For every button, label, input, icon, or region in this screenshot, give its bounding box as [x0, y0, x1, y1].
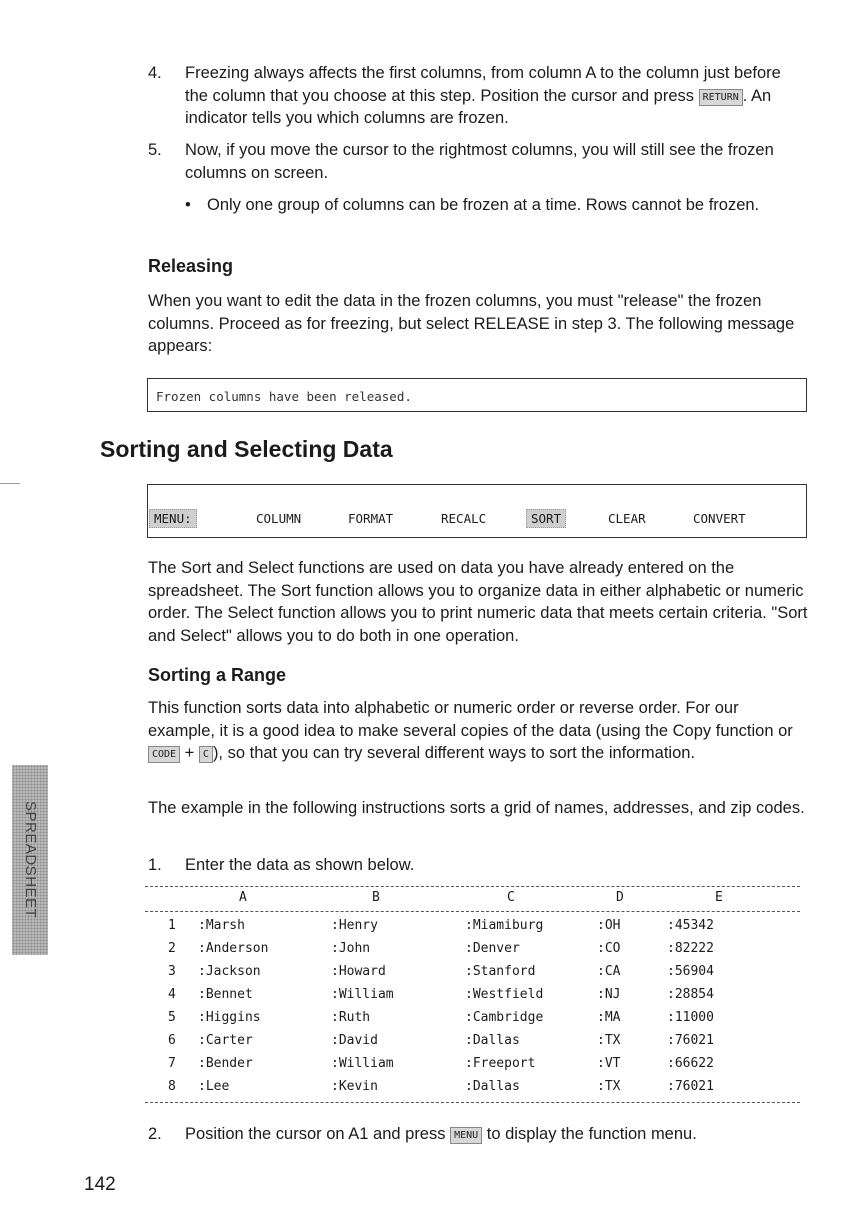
step-2: 2. Position the cursor on A1 and press MENU to display the function menu.: [148, 1123, 808, 1146]
sorting-range-text: This function sorts data into alphabetic or numeric order or reverse order. For our example, it is a good idea to make several copies of the data (using the Copy function or CODE + C ), so that you can try several different ways to sort the information.: [148, 699, 793, 762]
grid-rule: [145, 1102, 800, 1103]
column-header: D: [616, 890, 624, 905]
step-number: 2.: [148, 1125, 162, 1143]
menu-item-sort[interactable]: SORT: [526, 509, 566, 528]
releasing-text: When you want to edit the data in the frozen columns, you must "release" the frozen columns. Proceed as for freezing, but select RELEASE in step 3. The following message appears:: [148, 292, 795, 355]
step-number: 1.: [148, 856, 162, 874]
table-row: 6 :Carter :David :Dallas :TX :76021: [168, 1033, 714, 1048]
c-key-icon: C: [199, 746, 213, 763]
column-header: E: [715, 890, 723, 905]
message-box: [147, 378, 807, 412]
bullet-note: [185, 194, 805, 217]
grid-body: [145, 918, 805, 1102]
menu-item-format[interactable]: FORMAT: [348, 511, 394, 526]
table-row: 7 :Bender :William :Freeport :VT :66622: [168, 1056, 714, 1071]
table-row: 8 :Lee :Kevin :Dallas :TX :76021: [168, 1079, 714, 1094]
table-row: 5 :Higgins :Ruth :Cambridge :MA :11000: [168, 1010, 714, 1025]
step-4: [148, 62, 808, 130]
table-row: 4 :Bennet :William :Westfield :NJ :28854: [168, 987, 714, 1002]
step-number: 4.: [148, 64, 162, 82]
bullet-text: Only one group of columns can be frozen at a time. Rows cannot be frozen.: [207, 196, 760, 214]
sorting-range-heading: Sorting a Range: [148, 665, 287, 685]
step-5: [148, 139, 808, 184]
example-text: The example in the following instructions sorts a grid of names, addresses, and zip codes.: [148, 799, 805, 817]
grid-rule: [145, 886, 800, 887]
table-row: 3 :Jackson :Howard :Stanford :CA :56904: [168, 964, 714, 979]
column-header: C: [507, 890, 515, 905]
menu-label: MENU:: [149, 509, 197, 528]
margin-mark: [0, 483, 20, 484]
section-tab-label: SPREADSHEET: [22, 801, 39, 919]
section-title: Sorting and Selecting Data: [100, 436, 393, 462]
grid-rule: [145, 911, 800, 912]
step-text: Freezing always affects the first columns, from column A to the column just before the column that you choose at this step. Position the cursor and press: [185, 64, 781, 105]
menu-key-icon: MENU: [450, 1127, 482, 1144]
step-text: Enter the data as shown below.: [185, 856, 415, 874]
step-text: . An indicator tells you which columns are frozen.: [185, 86, 772, 127]
return-key-icon: RETURN: [699, 89, 743, 106]
menu-item-clear[interactable]: CLEAR: [608, 511, 646, 526]
menu-item-column[interactable]: COLUMN: [256, 511, 302, 526]
step-number: 5.: [148, 141, 162, 159]
table-row: 1 :Marsh :Henry :Miamiburg :OH :45342: [168, 918, 714, 933]
menu-bar-box: [147, 484, 807, 538]
column-header: B: [372, 890, 380, 905]
page-number: 142: [84, 1174, 116, 1195]
code-key-icon: CODE: [148, 746, 180, 763]
grid-header: [145, 890, 805, 910]
step-text: Now, if you move the cursor to the rightmost columns, you will still see the frozen columns on screen.: [185, 141, 774, 182]
section-intro: The Sort and Select functions are used on data you have already entered on the spreadsheet. The Sort function allows you to organize data in either alphabetic or numeric order. The Select function allows you to print numeric data that meets certain criteria. "Sort and Select" allows you to do both in one operation.: [148, 559, 808, 645]
releasing-heading: Releasing: [148, 256, 234, 276]
section-tab: [12, 765, 48, 955]
table-row: 2 :Anderson :John :Denver :CO :82222: [168, 941, 714, 956]
release-message: Frozen columns have been released.: [156, 389, 412, 404]
step-1: [148, 854, 808, 877]
menu-item-convert[interactable]: CONVERT: [693, 511, 746, 526]
menu-item-recalc[interactable]: RECALC: [441, 511, 487, 526]
bullet-icon: •: [185, 196, 191, 214]
column-header: A: [239, 890, 247, 905]
